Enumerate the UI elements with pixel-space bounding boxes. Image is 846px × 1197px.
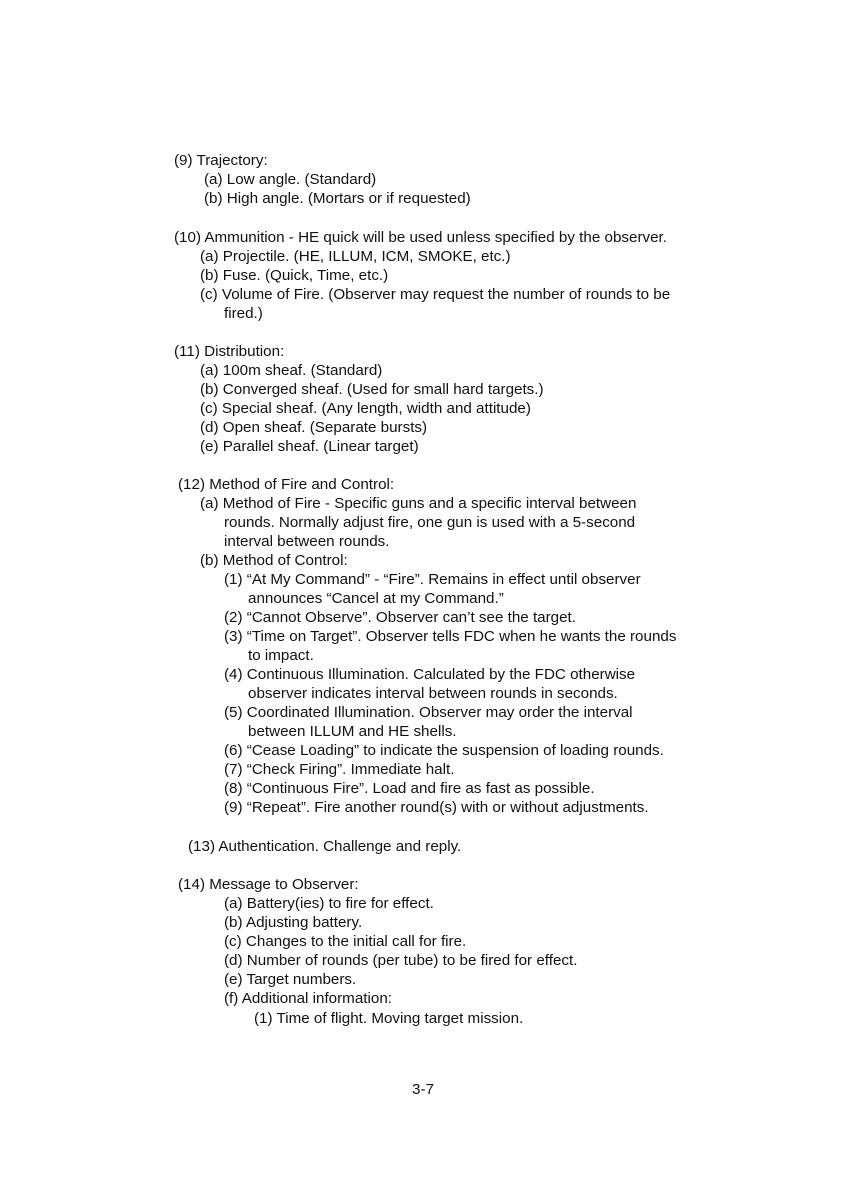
sub-list-item: (4) Continuous Illumination. Calculated by the FDC otherwise (224, 666, 636, 683)
list-item: (b) High angle. (Mortars or if requested) (204, 190, 471, 207)
list-item: (c) Volume of Fire. (Observer may request the number of rounds to be (200, 286, 671, 303)
list-item: (b) Method of Control: (200, 552, 348, 569)
sub-list-item: (6) “Cease Loading” to indicate the suspension of loading rounds. (224, 742, 664, 759)
list-item: (a) Method of Fire - Specific guns and a specific interval between (200, 495, 637, 512)
section-12-heading: (12) Method of Fire and Control: (178, 476, 395, 493)
list-item: (a) Low angle. (Standard) (204, 171, 377, 188)
sub-list-item: (8) “Continuous Fire”. Load and fire as fast as possible. (224, 780, 595, 797)
sub-list-item: (3) “Time on Target”. Observer tells FDC when he wants the rounds (224, 628, 677, 645)
list-item: (b) Adjusting battery. (224, 914, 363, 931)
page-number: 3-7 (412, 1081, 434, 1098)
sub-list-item-continuation: announces “Cancel at my Command.” (248, 590, 504, 607)
list-item: (e) Parallel sheaf. (Linear target) (200, 438, 419, 455)
list-item: (f) Additional information: (224, 990, 392, 1007)
section-9-heading: (9) Trajectory: (174, 152, 268, 169)
list-item: (b) Fuse. (Quick, Time, etc.) (200, 267, 389, 284)
sub-list-item: (7) “Check Firing”. Immediate halt. (224, 761, 455, 778)
list-item: (c) Special sheaf. (Any length, width and attitude) (200, 400, 531, 417)
sub-list-item: (1) “At My Command” - “Fire”. Remains in effect until observer (224, 571, 641, 588)
list-item: (c) Changes to the initial call for fire. (224, 933, 467, 950)
sub-list-item: (5) Coordinated Illumination. Observer may order the interval (224, 704, 633, 721)
section-13-heading: (13) Authentication. Challenge and reply. (188, 838, 462, 855)
sub-list-item-continuation: between ILLUM and HE shells. (248, 723, 457, 740)
list-item: (a) Battery(ies) to fire for effect. (224, 895, 434, 912)
sub-list-item: (9) “Repeat”. Fire another round(s) with or without adjustments. (224, 799, 649, 816)
list-item-continuation: rounds. Normally adjust fire, one gun is used with a 5-second (224, 514, 636, 531)
list-item: (a) 100m sheaf. (Standard) (200, 362, 383, 379)
list-item: (d) Open sheaf. (Separate bursts) (200, 419, 428, 436)
section-14-heading: (14) Message to Observer: (178, 876, 359, 893)
list-item: (e) Target numbers. (224, 971, 357, 988)
list-item: (b) Converged sheaf. (Used for small hard targets.) (200, 381, 544, 398)
sub-list-item-continuation: observer indicates interval between rounds in seconds. (248, 685, 618, 702)
list-item: (d) Number of rounds (per tube) to be fired for effect. (224, 952, 578, 969)
sub-list-item-continuation: to impact. (248, 647, 314, 664)
sub-list-item: (1) Time of flight. Moving target mission. (254, 1010, 524, 1027)
section-11-heading: (11) Distribution: (174, 343, 285, 360)
section-10-heading: (10) Ammunition - HE quick will be used unless specified by the observer. (174, 229, 667, 246)
list-item-continuation: fired.) (224, 305, 263, 322)
sub-list-item: (2) “Cannot Observe”. Observer can’t see the target. (224, 609, 576, 626)
list-item: (a) Projectile. (HE, ILLUM, ICM, SMOKE, etc.) (200, 248, 511, 265)
list-item-continuation: interval between rounds. (224, 533, 390, 550)
